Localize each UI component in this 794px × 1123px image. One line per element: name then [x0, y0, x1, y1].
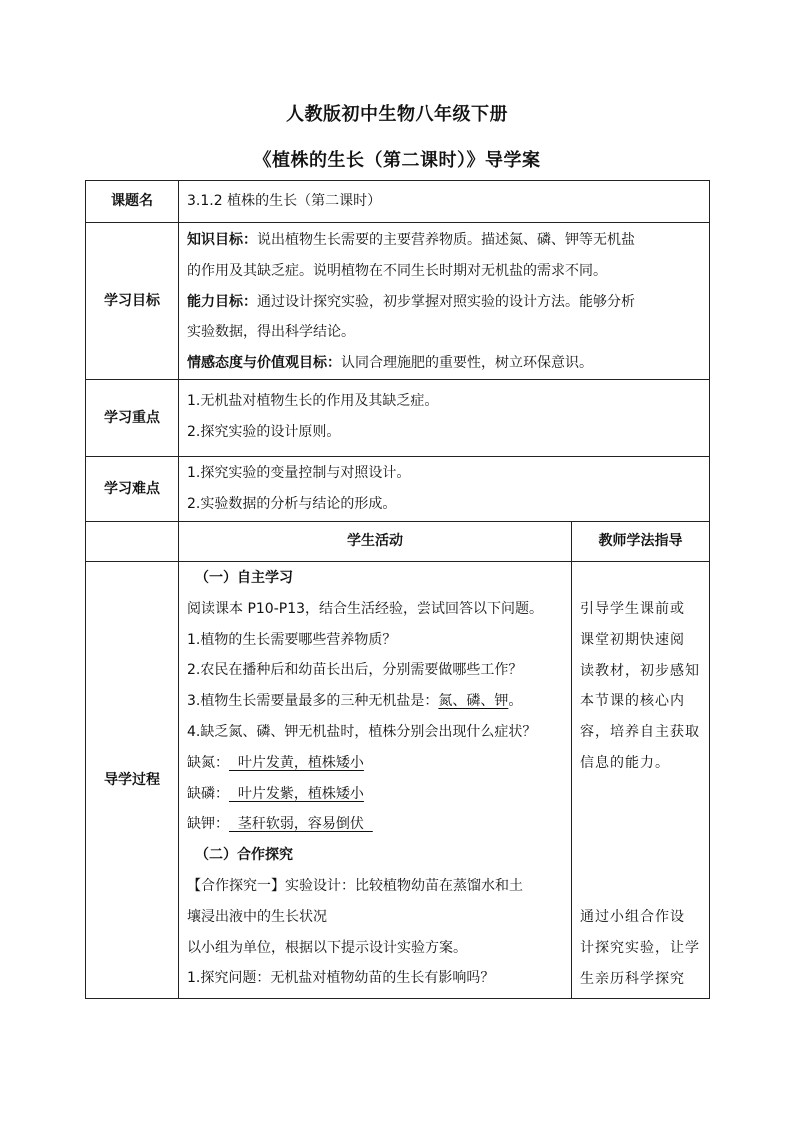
inquiry-question: 1.探究问题：无机盐对植物幼苗的生长有影响吗？ [187, 970, 495, 987]
activity-header-row [86, 521, 710, 561]
objectives-content [179, 223, 709, 379]
document-subtitle: 《植株的生长（第二课时）》导学案 [253, 150, 541, 171]
knowledge-goal-text-cont: 的作用及其缺乏症。说明植物在不同生长时期对无机盐的需求不同。 [187, 262, 607, 279]
ability-goal-text: 通过设计探究实验，初步掌握对照实验的设计方法。能够分析 [257, 293, 635, 310]
difficulties-label: 学习难点 [86, 456, 179, 521]
document-title: 人教版初中生物八年级下册 [286, 104, 508, 125]
question-1: 1.植物的生长需要哪些营养物质？ [187, 631, 397, 648]
teacher-guidance-note-2: 通过小组合作设 计探究实验，让学 生亲历科学探究 [580, 908, 700, 987]
self-study-intro: 阅读课本 P10-P13，结合生活经验，尝试回答以下问题。 [187, 600, 544, 617]
lesson-plan-table [85, 180, 710, 999]
topic-row [86, 181, 710, 223]
student-activity-header: 学生活动 [179, 521, 572, 561]
potassium-deficiency: 缺钾： 茎秆软弱，容易倒伏 [187, 816, 373, 833]
cooperative-task-1-cont: 壤浸出液中的生长状况 [187, 908, 327, 925]
topic-label: 课题名 [86, 181, 179, 223]
teacher-guidance-header: 教师学法指导 [572, 521, 710, 561]
potassium-deficiency-answer: 茎秆软弱，容易倒伏 [229, 816, 373, 833]
objectives-row [86, 223, 710, 380]
objectives-label: 学习目标 [86, 223, 179, 380]
emotion-goal-text: 认同合理施肥的重要性，树立环保意识。 [341, 355, 593, 372]
phosphorus-deficiency-answer: 叶片发紫，植株矮小 [229, 785, 364, 802]
difficulty-item: 1.探究实验的变量控制与对照设计。 [187, 464, 411, 481]
student-activity-content [179, 562, 571, 994]
question-2: 2.农民在播种后和幼苗长出后，分别需要做哪些工作？ [187, 662, 523, 679]
teacher-guidance-note-1: 引导学生课前或 课堂初期快速阅 读教材，初步感知 本节课的核心内 容，培养自主获取 信息的能力。 [580, 600, 700, 771]
question-3-answer: 氮、磷、钾 [438, 693, 509, 710]
cooperative-task-1: 【合作探究一】实验设计：比较植物幼苗在蒸馏水和土 [187, 877, 523, 894]
key-points-row [86, 379, 710, 456]
difficulties-row [86, 456, 710, 521]
key-point-item: 2.探究实验的设计原则。 [187, 423, 341, 440]
ability-goal-text-cont: 实验数据，得出科学结论。 [187, 324, 355, 341]
cooperative-heading: （二）合作探究 [195, 847, 293, 864]
question-4: 4.缺乏氮、磷、钾无机盐时，植株分别会出现什么症状？ [187, 723, 537, 740]
ability-goal-heading: 能力目标： [187, 293, 257, 310]
emotion-goal-heading: 情感态度与价值观目标： [187, 355, 341, 372]
topic-value: 3.1.2 植株的生长（第二课时） [187, 193, 382, 210]
phosphorus-deficiency: 缺磷： 叶片发紫，植株矮小 [187, 785, 364, 802]
key-point-item: 1.无机盐对植物生长的作用及其缺乏症。 [187, 392, 439, 409]
process-label: 导学过程 [86, 561, 179, 998]
knowledge-goal-heading: 知识目标： [187, 232, 257, 248]
question-3: 3.植物生长需要量最多的三种无机盐是：氮、磷、钾。 [187, 693, 523, 710]
nitrogen-deficiency-answer: 叶片发黄，植株矮小 [229, 754, 364, 771]
difficulty-item: 2.实验数据的分析与结论的形成。 [187, 495, 397, 512]
key-points-label: 学习重点 [86, 379, 179, 456]
knowledge-goal-text: 说出植物生长需要的主要营养物质。描述氮、磷、钾等无机盐 [257, 232, 635, 248]
cooperative-instruction: 以小组为单位，根据以下提示设计实验方案。 [187, 939, 467, 956]
nitrogen-deficiency: 缺氮： 叶片发黄，植株矮小 [187, 754, 364, 771]
process-row [86, 561, 710, 998]
self-study-heading: （一）自主学习 [195, 569, 293, 586]
